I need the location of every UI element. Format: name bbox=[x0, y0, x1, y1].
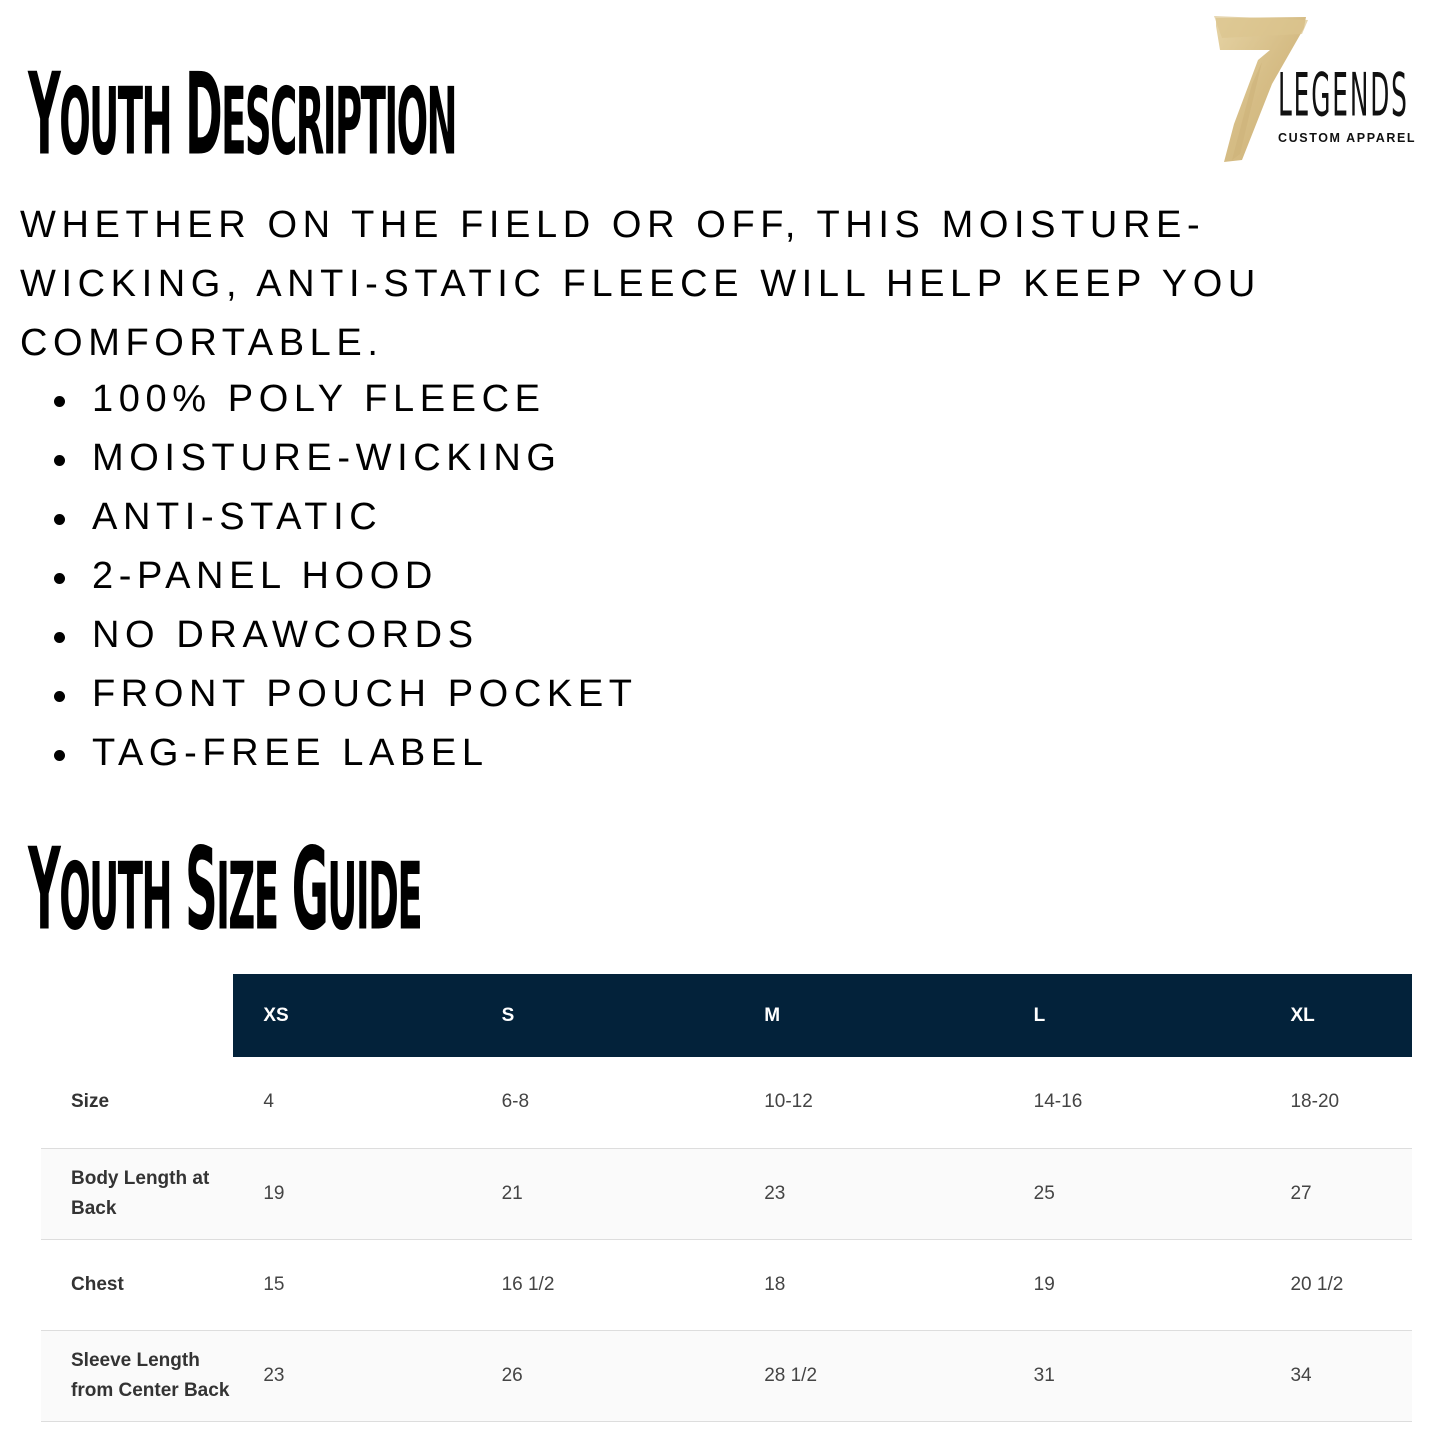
column-header-l: L bbox=[1034, 974, 1291, 1057]
table-cell: 18-20 bbox=[1290, 1091, 1340, 1113]
feature-text: ANTI-STATIC bbox=[92, 496, 383, 538]
description-heading bbox=[28, 48, 457, 181]
table-cell: 18 bbox=[764, 1273, 786, 1295]
row-label: Body Length at Back bbox=[71, 1167, 210, 1219]
table-cell: 21 bbox=[501, 1182, 523, 1204]
table-cell: 23 bbox=[764, 1182, 786, 1204]
table-cell: 6-8 bbox=[501, 1091, 530, 1113]
list-item bbox=[20, 488, 638, 547]
list-item bbox=[20, 547, 638, 606]
features-list bbox=[20, 370, 638, 783]
feature-text: FRONT POUCH POCKET bbox=[92, 673, 638, 715]
heading-letters: UIDE bbox=[327, 844, 422, 952]
list-item bbox=[20, 665, 638, 724]
list-item bbox=[20, 370, 638, 429]
table-cell: 26 bbox=[501, 1364, 523, 1386]
heading-letter: Y bbox=[28, 823, 60, 956]
heading-letters: OUTH bbox=[59, 69, 171, 177]
column-header-m: M bbox=[764, 974, 1033, 1057]
heading-letters: IZE bbox=[216, 844, 278, 952]
table-row bbox=[41, 1330, 1412, 1421]
feature-text: TAG-FREE LABEL bbox=[92, 732, 489, 774]
description-paragraph: WHETHER ON THE FIELD OR OFF, THIS MOISTURE-WICKING, ANTI-STATIC FLEECE WILL HELP KEEP YOU COMFORTABLE. bbox=[20, 204, 1261, 364]
bullet-icon bbox=[54, 750, 65, 761]
heading-letters: ESCRIPTION bbox=[221, 69, 457, 177]
column-header-xl: XL bbox=[1290, 974, 1412, 1057]
heading-letters: OUTH bbox=[59, 844, 171, 952]
brand-logo bbox=[1212, 14, 1432, 166]
table-cell: 20 1/2 bbox=[1290, 1273, 1344, 1295]
table-row bbox=[41, 1148, 1412, 1239]
feature-text: MOISTURE-WICKING bbox=[92, 437, 562, 479]
table-cell: 4 bbox=[263, 1091, 274, 1113]
logo-wordmark: LEGENDS bbox=[1278, 61, 1409, 131]
table-cell: 25 bbox=[1033, 1182, 1055, 1204]
table-cell: 19 bbox=[263, 1182, 285, 1204]
table-cell: 10-12 bbox=[764, 1091, 813, 1113]
heading-letter: D bbox=[185, 48, 222, 181]
row-label: Size bbox=[71, 1091, 110, 1113]
table-cell: 34 bbox=[1290, 1364, 1312, 1386]
bullet-icon bbox=[54, 691, 65, 702]
feature-text: 2-PANEL HOOD bbox=[92, 555, 438, 597]
table-cell: 19 bbox=[1033, 1273, 1055, 1295]
list-item bbox=[20, 606, 638, 665]
table-row bbox=[41, 1239, 1412, 1330]
column-header-s: S bbox=[502, 974, 765, 1057]
list-item bbox=[20, 429, 638, 488]
feature-text: 100% POLY FLEECE bbox=[92, 378, 546, 420]
table-cell: 16 1/2 bbox=[501, 1273, 555, 1295]
table-cell: 27 bbox=[1290, 1182, 1312, 1204]
table-row bbox=[41, 1057, 1412, 1148]
heading-letter: Y bbox=[28, 48, 60, 181]
bullet-icon bbox=[54, 573, 65, 584]
logo-tagline: CUSTOM APPAREL bbox=[1278, 131, 1417, 145]
table-cell: 31 bbox=[1033, 1364, 1055, 1386]
bullet-icon bbox=[54, 514, 65, 525]
bullet-icon bbox=[54, 455, 65, 466]
heading-letter: S bbox=[185, 823, 217, 956]
feature-text: NO DRAWCORDS bbox=[92, 614, 479, 656]
size-guide-heading bbox=[28, 823, 422, 956]
bullet-icon bbox=[54, 396, 65, 407]
heading-letter: G bbox=[291, 823, 328, 956]
size-table bbox=[41, 974, 1412, 1422]
list-item bbox=[20, 724, 638, 783]
row-label: Chest bbox=[71, 1273, 124, 1295]
bullet-icon bbox=[54, 632, 65, 643]
table-cell: 15 bbox=[263, 1273, 285, 1295]
table-header-row bbox=[41, 974, 1412, 1057]
table-cell: 14-16 bbox=[1033, 1091, 1083, 1113]
column-header-xs: XS bbox=[233, 974, 501, 1057]
row-label: Sleeve Length from Center Back bbox=[71, 1349, 230, 1401]
table-cell: 28 1/2 bbox=[764, 1364, 818, 1386]
table-cell: 23 bbox=[263, 1364, 285, 1386]
table-corner-cell bbox=[41, 974, 233, 1057]
